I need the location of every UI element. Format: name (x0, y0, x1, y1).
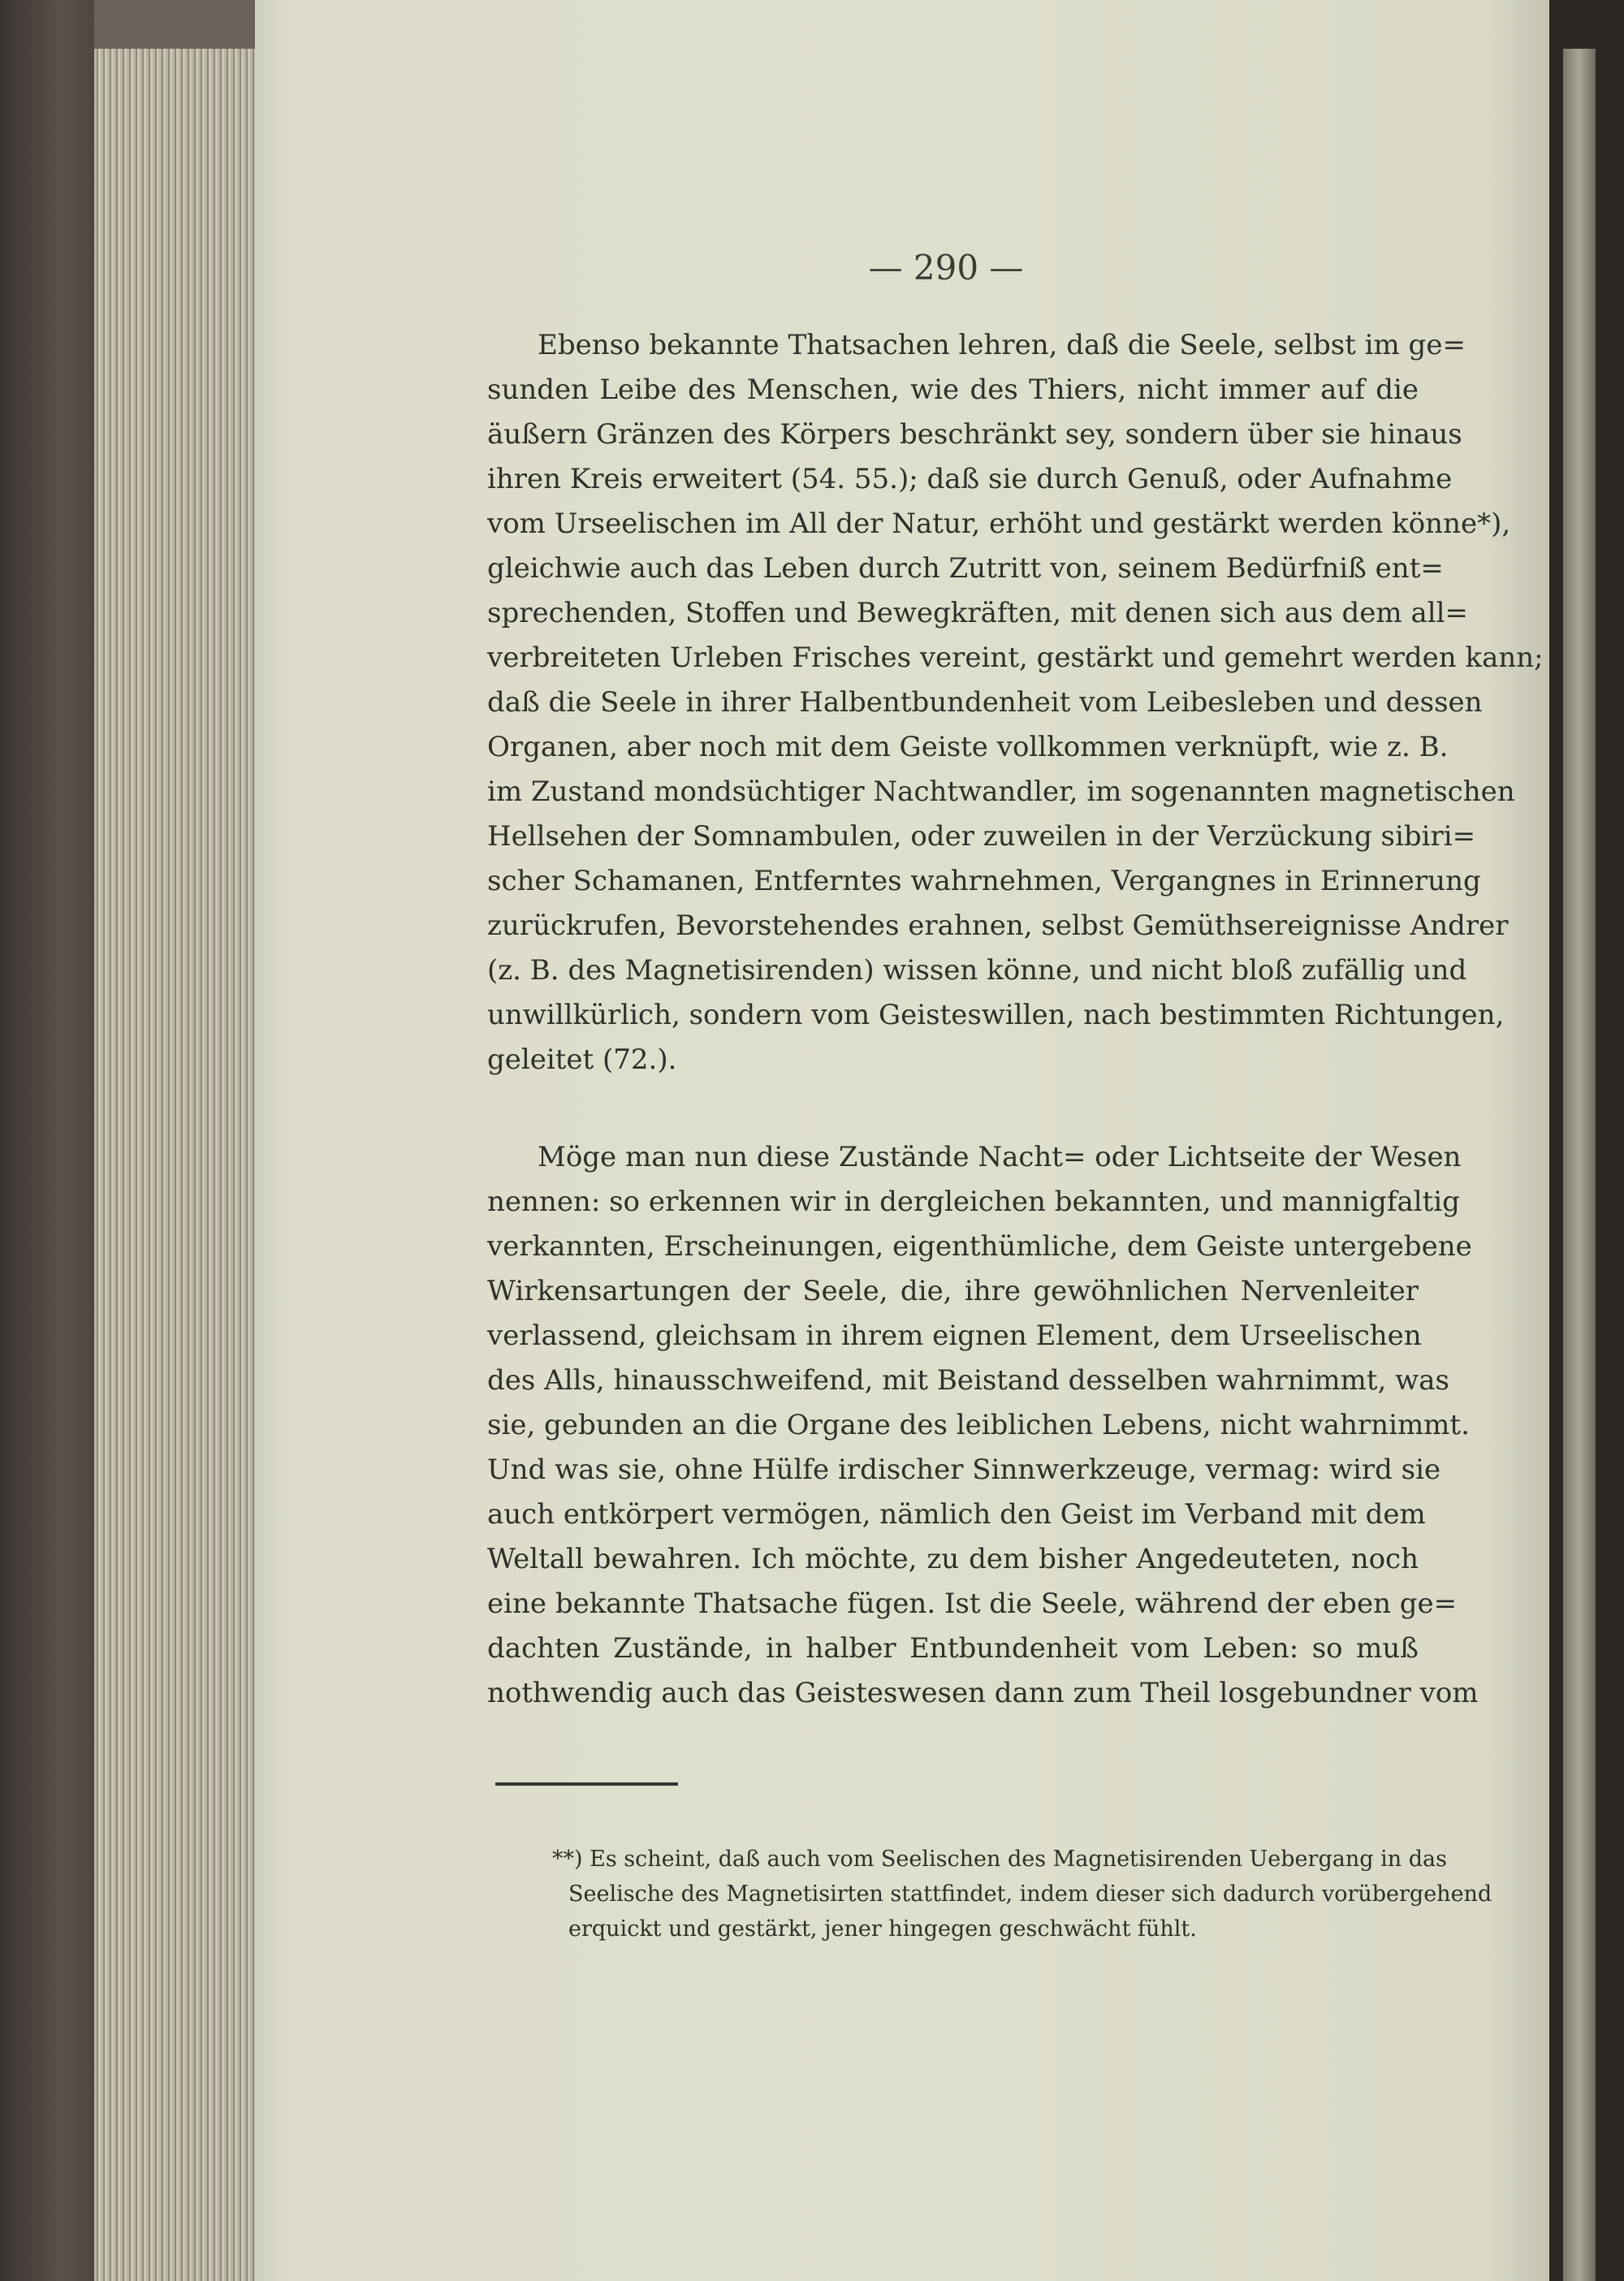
text-line: verbreiteten Urleben Frisches vereint, gestärkt und gemehrt werden kann; (487, 642, 1544, 674)
text-line: sprechenden, Stoffen und Bewegkräften, mit denen sich aus dem all= (487, 597, 1468, 629)
text-line: verlassend, gleichsam in ihrem eignen Element, dem Urseelischen (487, 1320, 1422, 1352)
text-line: unwillkürlich, sondern vom Geisteswillen, nach bestimmten Richtungen, (487, 999, 1505, 1031)
text-line: verkannten, Erscheinungen, eigenthümliche, dem Geiste untergebene (487, 1230, 1472, 1263)
text-line: Hellsehen der Somnambulen, oder zuweilen in der Verzückung sibiri= (487, 820, 1476, 853)
footnote-line: Seelische des Magnetisirten stattfindet, indem dieser sich dadurch vorübergehend (568, 1881, 1492, 1907)
text-line: dachten Zustände, in halber Entbundenheit vom Leben: so muß (487, 1632, 1419, 1665)
text-line: zurückrufen, Bevorstehendes erahnen, selbst Gemüthsereignisse Andrer (487, 909, 1509, 942)
text-line: des Alls, hinausschweifend, mit Beistand desselben wahrnimmt, was (487, 1364, 1449, 1397)
footnote-rule (495, 1782, 678, 1786)
text-line: scher Schamanen, Entferntes wahrnehmen, Vergangnes in Erinnerung (487, 865, 1481, 897)
text-line: eine bekannte Thatsache fügen. Ist die Seele, während der eben ge= (487, 1588, 1458, 1620)
text-line: Möge man nun diese Zustände Nacht= oder Lichtseite der Wesen (538, 1141, 1462, 1173)
page-number: — 290 — (868, 248, 1024, 287)
paragraph-1 (487, 323, 1544, 1082)
text-line: sie, gebunden an die Organe des leiblichen Lebens, nicht wahrnimmt. (487, 1409, 1470, 1441)
text-line: geleitet (72.). (487, 1043, 677, 1076)
text-line: Wirkensartungen der Seele, die, ihre gewöhnlichen Nervenleiter (487, 1275, 1419, 1307)
text-line: nennen: so erkennen wir in dergleichen bekannten, und mannigfaltig (487, 1186, 1460, 1218)
footnote (552, 1842, 1492, 1946)
text-line: Organen, aber noch mit dem Geiste vollkommen verknüpft, wie z. B. (487, 731, 1449, 763)
text-line: Weltall bewahren. Ich möchte, zu dem bisher Angedeuteten, noch (487, 1543, 1419, 1575)
footnote-line: erquickt und gestärkt, jener hingegen geschwächt fühlt. (568, 1916, 1197, 1942)
paragraph-2 (487, 1135, 1479, 1716)
book-cover-edge (0, 0, 106, 2281)
text-line: Und was sie, ohne Hülfe irdischer Sinnwerkzeuge, vermag: wird sie (487, 1454, 1441, 1486)
text-line: daß die Seele in ihrer Halbentbundenheit vom Leibesleben und dessen (487, 686, 1483, 719)
text-line: im Zustand mondsüchtiger Nachtwandler, im sogenannten magnetischen (487, 775, 1515, 808)
footnote-line: **) Es scheint, daß auch vom Seelischen des Magnetisirenden Uebergang in das (552, 1847, 1447, 1872)
text-line: sunden Leibe des Menschen, wie des Thiers, nicht immer auf die (487, 374, 1419, 406)
facing-page-edge (1563, 49, 1596, 2281)
text-line: äußern Gränzen des Körpers beschränkt sey, sondern über sie hinaus (487, 418, 1462, 451)
text-line: (z. B. des Magnetisirenden) wissen könne, und nicht bloß zufällig und (487, 954, 1467, 987)
page-stack-edge (94, 49, 257, 2281)
text-line: ihren Kreis erweitert (54. 55.); daß sie durch Genuß, oder Aufnahme (487, 463, 1453, 495)
text-line: Ebenso bekannte Thatsachen lehren, daß die Seele, selbst im ge= (538, 329, 1466, 361)
text-line: auch entkörpert vermögen, nämlich den Geist im Verband mit dem (487, 1498, 1426, 1531)
text-line: vom Urseelischen im All der Natur, erhöht und gestärkt werden könne*), (487, 508, 1511, 540)
text-line: nothwendig auch das Geisteswesen dann zum Theil losgebundner vom (487, 1677, 1479, 1709)
text-line: gleichwie auch das Leben durch Zutritt von, seinem Bedürfniß ent= (487, 552, 1444, 585)
